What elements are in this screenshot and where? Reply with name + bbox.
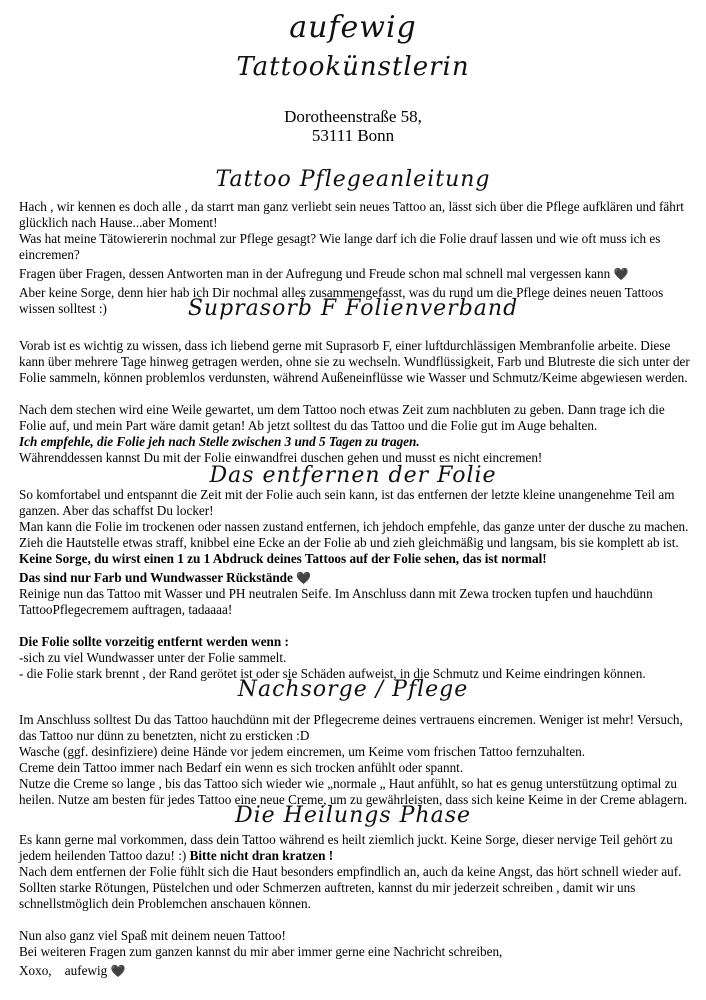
heading-healing: Die Heilungs Phase (234, 803, 472, 828)
healing-no-scratch: Bitte nicht dran kratzen ! (189, 848, 334, 863)
address-street: Dorotheenstraße 58, (284, 107, 422, 126)
address-city: 53111 Bonn (311, 126, 395, 145)
heading-removal: Das entfernen der Folie (209, 463, 497, 488)
intro-paragraph-3-text: Fragen über Fragen, dessen Antworten man in der Aufregung und Freude schon mal schnell mal vergessen kann (19, 266, 611, 281)
healing-closing-1: Nun also ganz viel Spaß mit deinem neuen Tattoo! (19, 928, 286, 943)
aftercare-paragraph-1: Im Anschluss solltest Du das Tattoo hauchdünn mit der Pflegecreme deines vertrauens eincremen. Weniger ist mehr! Versuch, das Tattoo nur dünn zu benetzten, nicht zu ersticken :D (19, 712, 683, 743)
black-heart-icon: 🖤 (110, 964, 126, 978)
intro-paragraph-2: Was hat meine Tätowiererin nochmal zur Pflege gesagt? Wie lange darf ich die Folie drauf lassen und wie oft muss ich es eincremen? (19, 231, 661, 262)
healing-section (19, 832, 691, 979)
aftercare-paragraph-4: Nutze die Creme so lange , bis das Tattoo sich wieder wie „normale „ Haut anfühlt, so hat es genug unterstützung optimal zu heilen. Nutze am besten für jedes Tattoo eine neue Creme, um zu gewährleisten, dass sich keine Keime in der Creme ablagern. (19, 776, 688, 807)
suprasorb-recommendation: Ich empfehle, die Folie jeh nach Stelle zwischen 3 und 5 Tagen zu tragen. (19, 434, 420, 449)
healing-closing-2: Bei weiteren Fragen zum ganzen kannst du mir aber immer gerne eine Nachricht schreiben, (19, 944, 503, 959)
black-heart-icon: 🖤 (296, 571, 312, 585)
removal-residue-text: Das sind nur Farb und Wundwasser Rückstände (19, 570, 293, 585)
intro-paragraph-3 (19, 266, 691, 282)
suprasorb-section (19, 338, 691, 466)
heading-suprasorb: Suprasorb F Folienverband (187, 296, 519, 321)
suprasorb-paragraph-2: Nach dem stechen wird eine Weile gewartet, um dem Tattoo noch etwas Zeit zum nachbluten zu geben. Dann trage ich die Folie auf, und mein Part wäre damit getan! Ab jetzt solltest du das Tattoo und die Folie gut im Auge behalten. (19, 402, 665, 433)
aftercare-paragraph-3: Creme dein Tattoo immer nach Bedarf ein wenn es sich trocken anfühlt oder spannt. (19, 760, 464, 775)
brand-logo-subtitle: Tattookünstlerin (236, 52, 470, 82)
removal-section (19, 487, 691, 682)
aftercare-section (19, 712, 691, 808)
healing-paragraph-1 (19, 832, 691, 864)
removal-early-item-1: -sich zu viel Wundwasser unter der Folie sammelt. (19, 650, 287, 665)
suprasorb-paragraph-1: Vorab ist es wichtig zu wissen, dass ich liebend gerne mit Suprasorb F, einer luftdurchlässigen Membranfolie arbeite. Diese kann über mehrere Tage hinweg getragen werden, ohne sie zu wechseln. Wundflüssigkeit, Farb und Blutreste die sich unter der Folie sammeln, können problemlos verdunsten, während Außeneinflüsse wie Wasser und Schmutz/Keime abgewiesen werden. (19, 338, 690, 385)
removal-paragraph-5: Reinige nun das Tattoo mit Wasser und PH neutralen Seife. Im Anschluss dann mit Zewa trocken tupfen und hauchdünn TattooPflegecremem auftragen, tadaaaa! (19, 586, 653, 617)
removal-paragraph-2: Man kann die Folie im trockenen oder nassen zustand entfernen, ich jehdoch empfehle, das ganze unter der dusche zu machen. Zieh die Hautstelle etwas straff, knibbel eine Ecke an der Folie ab und zieh gleichmäßig und langsam, bis sie komplett ab ist. (19, 519, 689, 550)
healing-paragraph-2: Nach dem entfernen der Folie fühlt sich die Haut besonders empfindlich an, auch da keine Angst, das hört schnell wieder auf. Sollten starke Rötungen, Püstelchen und oder Schmerzen auftreten, kannst du mir jederzeit schreiben , damit wir uns schnellstmöglich dein Problemchen anschauen können. (19, 864, 682, 911)
intro-paragraph-4: Aber keine Sorge, denn hier hab ich Dir nochmal alles zusammengefasst, was du rund um die Pflege deines neuen Tattoos wissen solltest :) (19, 285, 664, 316)
removal-note: Keine Sorge, du wirst einen 1 zu 1 Abdruck deines Tattoos auf der Folie sehen, das ist normal! (19, 551, 547, 566)
removal-residue-note (19, 570, 691, 586)
black-heart-icon: 🖤 (613, 267, 629, 281)
removal-early-heading: Die Folie sollte vorzeitig entfernt werden wenn : (19, 634, 289, 649)
healing-paragraph-1-text: Es kann gerne mal vorkommen, dass dein Tattoo während es heilt ziemlich juckt. Keine Sorge, dieser nervige Teil gehört zu jedem heilenden Tattoo dazu! :) (19, 832, 673, 863)
aftercare-paragraph-2: Wasche (ggf. desinfiziere) deine Hände vor jedem eincremen, um Keime vom frischen Tattoo fernzuhalten. (19, 744, 586, 759)
removal-paragraph-1: So komfortabel und entspannt die Zeit mit der Folie auch sein kann, ist das entfernen der letzte kleine unangenehme Teil am ganzen. Aber das schaffst Du locker! (19, 487, 675, 518)
suprasorb-paragraph-4: Währenddessen kannst Du mit der Folie einwandfrei duschen gehen und musst es nicht eincremen! (19, 450, 543, 465)
removal-early-item-2: - die Folie stark brennt , der Rand gerötet ist oder sie Schäden aufweist, in die Schmutz und Keime eindringen können. (19, 666, 646, 681)
signature-name: aufewig (64, 963, 108, 978)
intro-paragraph-1: Hach , wir kennen es doch alle , da starrt man ganz verliebt sein neues Tattoo an, lässt sich über die Pflege aufklären und fährt glücklich nach Hause...aber Moment! (19, 199, 684, 230)
brand-logo-name: aufewig (289, 10, 417, 45)
heading-care-instructions: Tattoo Pflegeanleitung (215, 167, 491, 192)
signature-xoxo: Xoxo, (19, 963, 52, 978)
signature-line (19, 963, 691, 979)
heading-aftercare: Nachsorge / Pflege (237, 677, 469, 702)
